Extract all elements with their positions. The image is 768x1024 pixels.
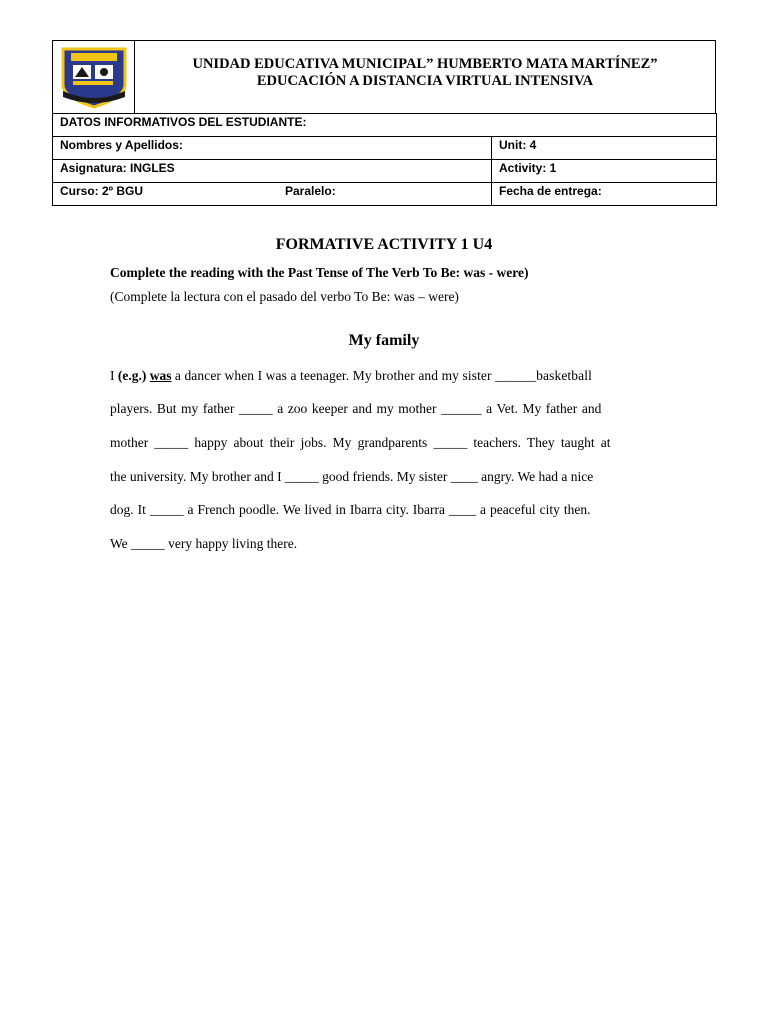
parallel-field: Paralelo: — [285, 184, 336, 198]
school-crest-icon — [59, 45, 129, 109]
reading-line-2 — [110, 401, 658, 417]
reading-line-3 — [110, 435, 658, 451]
line6-text: We _____ very happy living there. — [110, 536, 298, 551]
activity-title: FORMATIVE ACTIVITY 1 U4 — [275, 236, 493, 253]
instruction-spanish: (Complete la lectura con el pasado del verbo To Be: was – were) — [110, 289, 459, 304]
subject-field: Asignatura: INGLES — [53, 160, 492, 183]
reading-line-1 — [110, 368, 658, 384]
names-field: Nombres y Apellidos: — [53, 137, 492, 160]
logo-cell — [53, 41, 135, 113]
line5-text: dog. It _____ a French poodle. We lived in Ibarra city. Ibarra ____ a peaceful city then. — [110, 502, 591, 517]
example-marker: (e.g.) — [117, 368, 147, 383]
student-info-table — [52, 113, 717, 206]
example-answer: was — [149, 368, 172, 383]
activity-field: Activity: 1 — [492, 160, 717, 183]
header-box — [52, 40, 716, 114]
program-name: EDUCACIÓN A DISTANCIA VIRTUAL INTENSIVA — [256, 73, 594, 89]
line1-rest: a dancer when I was a teenager. My brother and my sister ______basketball — [174, 368, 592, 383]
course-cell — [53, 183, 492, 206]
line4-text: the university. My brother and I _____ good friends. My sister ____ angry. We had a nice — [110, 469, 594, 484]
reading-title: My family — [348, 332, 420, 349]
course-field: Curso: 2º BGU — [60, 184, 144, 198]
unit-field: Unit: 4 — [492, 137, 717, 160]
line2-text: players. But my father _____ a zoo keeper and my mother ______ a Vet. My father and — [110, 401, 602, 416]
due-date-field: Fecha de entrega: — [492, 183, 717, 206]
reading-line-5 — [110, 502, 658, 518]
instruction-english: Complete the reading with the Past Tense of The Verb To Be: was - were) — [110, 265, 529, 280]
line3-text: mother _____ happy about their jobs. My grandparents _____ teachers. They taught at — [110, 435, 611, 450]
school-title — [135, 56, 715, 90]
reading-line-4 — [110, 469, 658, 485]
section-title: DATOS INFORMATIVOS DEL ESTUDIANTE: — [53, 114, 717, 137]
reading-line-6 — [110, 536, 658, 552]
line1-prefix: I — [110, 368, 115, 383]
school-name: UNIDAD EDUCATIVA MUNICIPAL” HUMBERTO MATA MARTÍNEZ” — [192, 56, 658, 72]
